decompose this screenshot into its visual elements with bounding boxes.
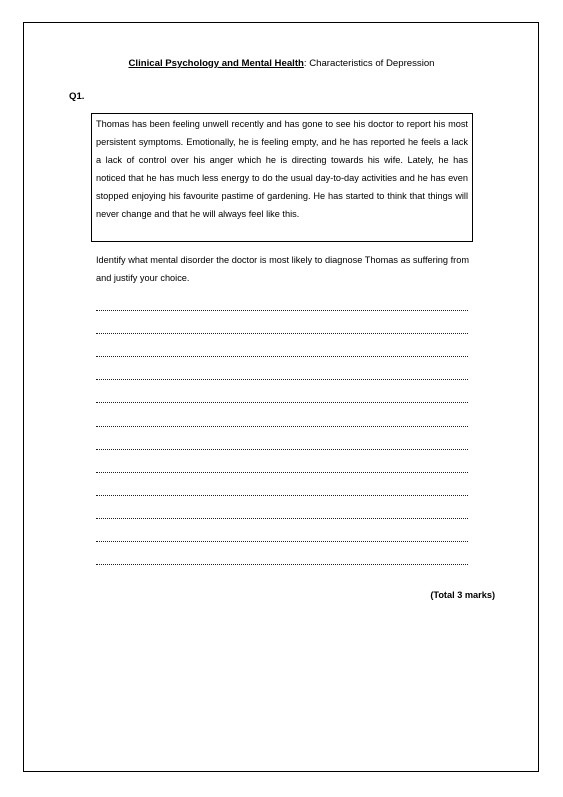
question-prompt: Identify what mental disorder the doctor is most likely to diagnose Thomas as suffering from and justify your choice. bbox=[96, 255, 469, 283]
answer-line[interactable] bbox=[96, 495, 468, 496]
answer-line[interactable] bbox=[96, 402, 468, 403]
answer-line[interactable] bbox=[96, 472, 468, 473]
answer-line[interactable] bbox=[96, 379, 468, 380]
scenario-box: Thomas has been feeling unwell recently and has gone to see his doctor to report his most persistent symptoms. Emotionally, he is feeling empty, and he has reported he feels a lack a lack of control over his anger which he is directing towards his wife. Lately, he has noticed that he has much less energy to do the usual day-to-day activities and he has even stopped enjoying his favourite pastime of gardening. He has started to think that things will never change and that he will always feel like this. bbox=[91, 113, 473, 242]
page-title bbox=[0, 58, 563, 69]
question-number: Q1. bbox=[69, 91, 85, 102]
total-marks: (Total 3 marks) bbox=[430, 590, 495, 600]
answer-line[interactable] bbox=[96, 541, 468, 542]
answer-line[interactable] bbox=[96, 310, 468, 311]
answer-line[interactable] bbox=[96, 356, 468, 357]
answer-line[interactable] bbox=[96, 564, 468, 565]
answer-line[interactable] bbox=[96, 518, 468, 519]
answer-line[interactable] bbox=[96, 333, 468, 334]
page-title-subtopic: : Characteristics of Depression bbox=[303, 58, 435, 69]
answer-line[interactable] bbox=[96, 449, 468, 450]
answer-line[interactable] bbox=[96, 426, 468, 427]
page-title-topic: Clinical Psychology and Mental Health bbox=[128, 58, 304, 69]
